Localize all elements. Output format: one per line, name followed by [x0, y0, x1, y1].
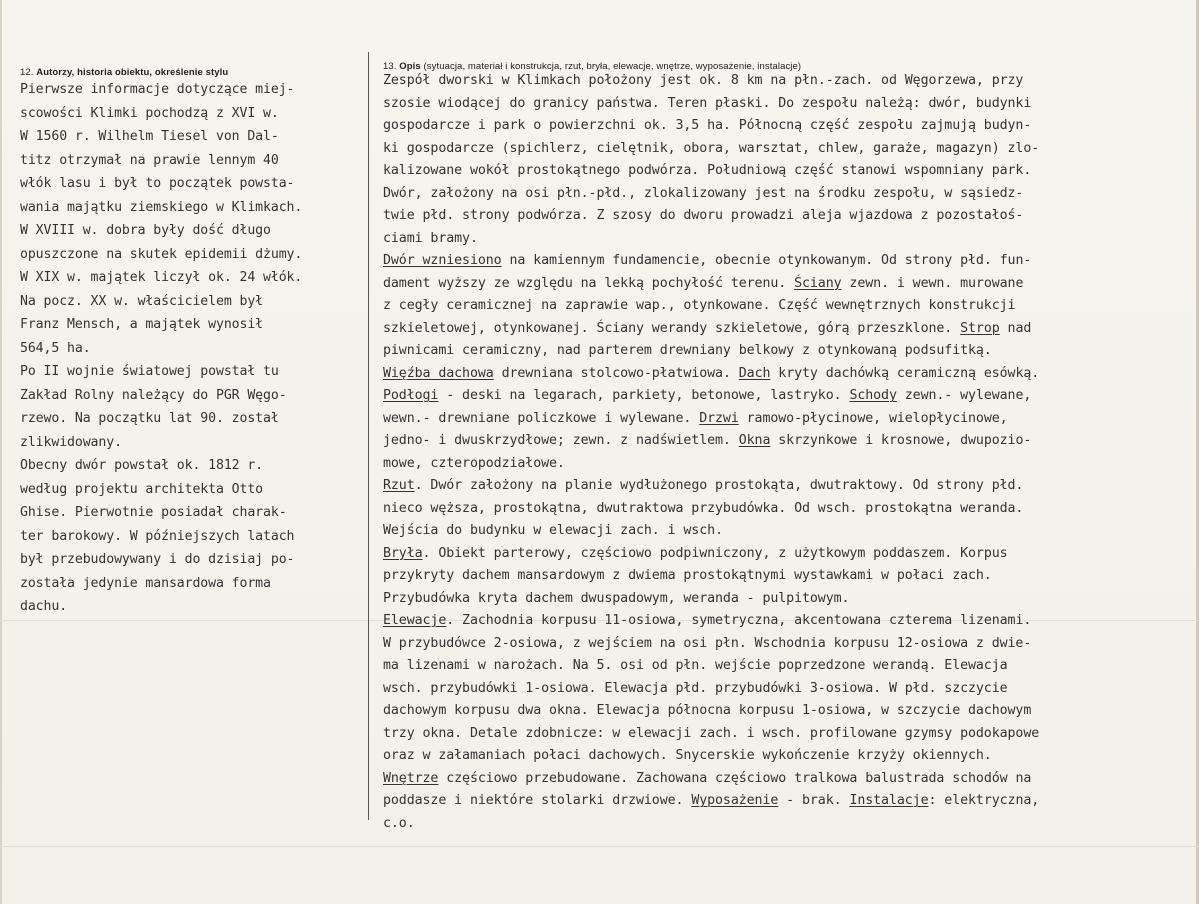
history-text-line: Obecny dwór powstał ok. 1812 r.	[20, 458, 264, 473]
history-text-line: według projektu architekta Otto	[20, 481, 264, 497]
history-text-line: scowości Klimki pochodzą z XVI w.	[20, 105, 279, 121]
history-text-line: był przebudowywany i do dzisiaj po-	[20, 552, 295, 567]
description-text-segment: kalizowane wokół prostokątnego podwórza. Południową część stanowi wspomniany park.	[383, 163, 1032, 178]
description-text-line	[383, 385, 1197, 408]
description-text-line	[383, 678, 1197, 701]
description-text-segment: wewn.- drewniane policzkowe i wylewane.	[383, 410, 700, 426]
description-text-line	[383, 318, 1197, 341]
history-text-column	[20, 78, 365, 619]
description-text-line	[383, 115, 1197, 138]
section-13-label: Opis	[399, 61, 421, 72]
description-text-line	[383, 363, 1197, 386]
section-12-number: 12.	[20, 67, 34, 78]
history-text-line: Franz Mensch, a majątek wynosił	[20, 317, 264, 332]
description-text-segment: : elektryczna,	[928, 793, 1040, 808]
description-text-segment: szkieletowej, otynkowanej. Ściany werandy szkieletowe, górą przeszklone.	[383, 320, 961, 336]
description-text-segment: . Dwór założony na planie wydłużonego prostokąta, dwutraktowy. Od strony płd.	[414, 478, 1024, 493]
history-text-line: Zakład Rolny należący do PGR Węgo-	[20, 387, 287, 403]
description-text-line	[383, 790, 1197, 813]
description-text-line	[383, 430, 1197, 453]
section-13-number: 13.	[383, 61, 397, 72]
description-text-segment: piwnicami ceramiczny, nad parterem drewniany belkowy z otynkowaną podsufitką.	[383, 343, 992, 358]
description-text-segment: jedno- i dwuskrzydłowe; zewn. z nadświetlem.	[383, 433, 739, 448]
section-13-subtitle: (sytuacja, materiał i konstrukcja, rzut, bryła, elewacje, wnętrze, wyposażenie, instalacje)	[423, 61, 802, 72]
history-text-line: zlikwidowany.	[20, 434, 122, 450]
history-text-line: Pierwsze informacje dotyczące miej-	[20, 82, 295, 97]
description-text-line	[383, 633, 1197, 656]
description-text-line	[383, 475, 1197, 498]
history-text-line: Po II wojnie światowej powstał tu	[20, 364, 279, 379]
description-text-segment: Dwór, założony na osi płn.-płd., zlokalizowany jest na środku zespołu, w sąsiedz-	[383, 185, 1024, 201]
description-text-line	[383, 228, 1197, 251]
description-text-segment: . Zachodnia korpusu 11-osiowa, symetryczna, akcentowana czterema lizenami.	[446, 613, 1032, 628]
description-text-segment: ciami bramy.	[383, 230, 478, 246]
description-text-segment: - deski na legarach, parkiety, betonowe, lastryko.	[438, 388, 850, 403]
description-text-segment: . Obiekt parterowy, częściowo podpiwniczony, z użytkowym poddaszem. Korpus	[422, 545, 1008, 561]
paper-fold-line	[0, 846, 1199, 847]
paper-edge-left	[0, 0, 2, 904]
section-keyword: Ściany	[794, 275, 842, 291]
description-text-segment: ki gospodarcze (spichlerz, cielętnik, obora, warsztat, chlew, garaże, magazyn) zlo-	[383, 140, 1040, 156]
section-keyword: Wnętrze	[383, 770, 439, 786]
description-text-segment: - brak.	[778, 793, 850, 808]
description-text-segment: zewn. i wewn. murowane	[841, 275, 1024, 291]
history-text-line: dachu.	[20, 599, 68, 614]
description-text-segment: trzy okna. Detale zdobnicze: w elewacji zach. i wsch. profilowane gzymsy podokapowe	[383, 725, 1040, 741]
history-text-line: rzewo. Na początku lat 90. został	[20, 411, 279, 426]
description-text-line	[383, 408, 1197, 431]
history-text-line: 564,5 ha.	[20, 340, 91, 356]
description-text-segment: Przybudówka kryta dachem dwuspadowym, weranda - pulpitowym.	[383, 590, 850, 606]
description-text-line	[383, 520, 1197, 543]
history-text-line: Ghise. Pierwotnie posiadał charak-	[20, 505, 287, 520]
history-text-line: została jedynie mansardowa forma	[20, 575, 271, 591]
description-text-line	[383, 745, 1197, 768]
section-keyword: Okna	[738, 433, 771, 448]
section-keyword: Instalacje	[849, 793, 929, 808]
description-text-segment: gospodarcze i park o powierzchni ok. 3,5 ha. Północną część zespołu zajmują budyn-	[383, 118, 1032, 133]
section-12-heading	[20, 67, 228, 78]
description-text-segment: dament wyższy ze względu na lekką pochyłość terenu.	[383, 275, 795, 291]
description-text-line	[383, 138, 1197, 161]
history-text-line: wania majątku ziemskiego w Klimkach.	[20, 199, 303, 215]
section-keyword: Elewacje	[383, 613, 447, 628]
description-text-segment: częściowo przebudowane. Zachowana częściowo tralkowa balustrada schodów na	[438, 770, 1032, 786]
description-text-segment: ramowo-płycinowe, wielopłycinowe,	[738, 410, 1008, 426]
section-keyword: Podłogi	[383, 388, 439, 403]
history-text-line: W 1560 r. Wilhelm Tiesel von Dal-	[20, 129, 279, 144]
column-divider	[368, 52, 369, 820]
description-text-segment: zewn.- wylewane,	[896, 388, 1032, 403]
description-text-segment: mowe, czteropodziałowe.	[383, 455, 565, 471]
description-text-line	[383, 160, 1197, 183]
description-text-line	[383, 295, 1197, 318]
history-text-line: opuszczone na skutek epidemii dżumy.	[20, 246, 303, 262]
section-keyword: Dwór wzniesiono	[383, 253, 502, 268]
section-keyword: Strop	[960, 320, 1000, 336]
description-text-line	[383, 183, 1197, 206]
description-text-segment: twie płd. strony podwórza. Z szosy do dworu prowadzi aleja wjazdowa z pozostałoś-	[383, 208, 1024, 223]
section-keyword: Wyposażenie	[691, 793, 779, 808]
history-text-line: titz otrzymał na prawie lennym 40	[20, 152, 279, 168]
description-text-line	[383, 453, 1197, 476]
history-text-line: W XVIII w. dobra były dość długo	[20, 223, 271, 238]
description-text-segment: nieco węższa, prostokątna, dwutraktowa przybudówka. Od wsch. prostokątna weranda.	[383, 500, 1024, 516]
history-text-line: Na pocz. XX w. właścicielem był	[20, 293, 264, 309]
description-text-segment: z cegły ceramicznej na zaprawie wap., otynkowane. Część wewnętrznych konstrukcji	[383, 298, 1016, 313]
description-text-line	[383, 610, 1197, 633]
section-keyword: Bryła	[383, 545, 423, 561]
description-text-segment: c.o.	[383, 815, 415, 831]
description-text-segment: poddasze i niektóre stolarki drzwiowe.	[383, 793, 692, 808]
description-text-segment: W przybudówce 2-osiowa, z wejściem na osi płn. Wschodnia korpusu 12-osiowa z dwie-	[383, 635, 1032, 651]
description-text-line	[383, 205, 1197, 228]
description-text-segment: dachowym korpusu dwa okna. Elewacja północna korpusu 1-osiowa, w szczycie dachowym	[383, 703, 1032, 718]
section-keyword: Schody	[849, 388, 897, 403]
history-text-line: ter barokowy. W późniejszych latach	[20, 528, 295, 544]
description-text-segment: drewniana stolcowo-płatwiowa.	[493, 365, 739, 381]
description-text-line	[383, 93, 1197, 116]
description-text-segment: kryty dachówką ceramiczną esówką.	[770, 365, 1040, 381]
section-12-title: Autorzy, historia obiektu, określenie stylu	[36, 67, 229, 78]
description-text-segment: na kamiennym fundamencie, obecnie otynkowanym. Od strony płd. fun-	[501, 253, 1032, 268]
history-text-line: włók lasu i był to początek powsta-	[20, 176, 295, 191]
description-text-column	[383, 70, 1197, 835]
description-text-line	[383, 700, 1197, 723]
description-text-line	[383, 250, 1197, 273]
description-text-segment: nad	[999, 320, 1032, 336]
description-text-line	[383, 655, 1197, 678]
section-keyword: Drzwi	[699, 410, 739, 426]
description-text-line	[383, 340, 1197, 363]
description-text-segment: przykryty dachem mansardowym z dwiema prostokątnymi wystawkami w połaci zach.	[383, 568, 992, 583]
description-text-segment: Wejścia do budynku w elewacji zach. i wsch.	[383, 523, 723, 538]
description-text-line	[383, 723, 1197, 746]
description-text-line	[383, 273, 1197, 296]
description-text-line	[383, 543, 1197, 566]
description-text-segment: Zespół dworski w Klimkach położony jest ok. 8 km na płn.-zach. od Węgorzewa, przy	[383, 73, 1024, 88]
description-text-line	[383, 768, 1197, 791]
description-text-segment: oraz w załamaniach połaci dachowych. Snycerskie wykończenie krzyży okiennych.	[383, 748, 992, 763]
description-text-line	[383, 70, 1197, 93]
description-text-segment: wsch. przybudówki 1-osiowa. Elewacja płd. przybudówki 3-osiowa. W płd. szczycie	[383, 680, 1008, 696]
description-text-segment: ma lizenami w narożach. Na 5. osi od płn. wejście poprzedzone werandą. Elewacja	[383, 658, 1008, 673]
section-keyword: Rzut	[383, 478, 415, 493]
description-text-line	[383, 588, 1197, 611]
description-text-line	[383, 498, 1197, 521]
section-keyword: Więźba dachowa	[383, 365, 494, 381]
section-keyword: Dach	[738, 365, 771, 381]
description-text-segment: szosie wiodącej do granicy państwa. Teren płaski. Do zespołu należą: dwór, budynki	[383, 95, 1032, 111]
description-text-segment: skrzynkowe i krosnowe, dwupozio-	[770, 433, 1032, 448]
history-text-line: W XIX w. majątek liczył ok. 24 włók.	[20, 270, 303, 285]
description-text-line	[383, 813, 1197, 836]
description-text-line	[383, 565, 1197, 588]
